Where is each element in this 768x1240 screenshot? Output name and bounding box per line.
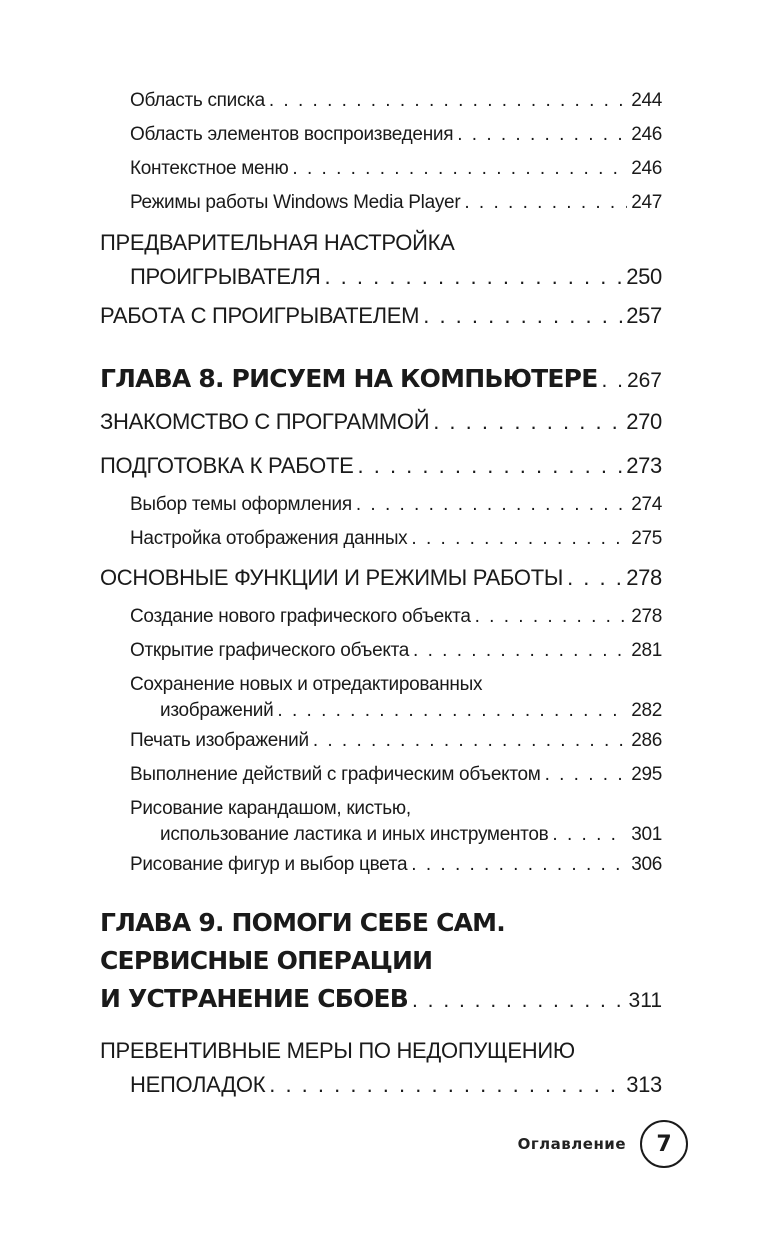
toc-entry-page: 301 (631, 824, 662, 845)
toc-entry-title: РАБОТА С ПРОИГРЫВАТЕЛЕМ (100, 303, 420, 328)
toc-entry-title: ОСНОВНЫЕ ФУНКЦИИ И РЕЖИМЫ РАБОТЫ (100, 565, 564, 590)
toc-entry-title: Печать изображений (130, 730, 309, 751)
toc-entry[interactable] (100, 668, 662, 724)
toc-chapter-title-line2: СЕРВИСНЫЕ ОПЕРАЦИИ (100, 946, 433, 975)
toc-entry-page: 278 (626, 565, 662, 590)
toc-entry-title-line1: Сохранение новых и отредактированных (130, 674, 483, 695)
dot-leader (567, 556, 622, 600)
toc-entry[interactable] (100, 400, 662, 444)
toc-entry-title-line2: изображений (160, 700, 274, 721)
toc-entry-title: Настройка отображения данных (130, 528, 408, 549)
toc-entry-page: 275 (631, 528, 662, 549)
toc-entry-page: 295 (631, 764, 662, 785)
dot-leader (411, 848, 627, 882)
toc-entry-page: 270 (626, 409, 662, 434)
toc-entry-title: ПОДГОТОВКА К РАБОТЕ (100, 453, 354, 478)
toc-entry[interactable] (100, 186, 662, 220)
toc-entry-title: Область списка (130, 90, 265, 111)
toc-chapter[interactable] (100, 904, 662, 1020)
toc-entry[interactable] (100, 758, 662, 792)
toc-entry-page: 286 (631, 730, 662, 751)
toc-entry-page: 250 (626, 264, 662, 289)
toc-entry-page: 246 (631, 124, 662, 145)
toc-entry[interactable] (100, 84, 662, 118)
dot-leader (277, 698, 627, 724)
dot-leader (475, 600, 628, 634)
toc-entry-page: 244 (631, 90, 662, 111)
dot-leader (464, 186, 627, 220)
toc-entry-title: Режимы работы Windows Media Player (130, 192, 461, 213)
toc-entry-page: 273 (626, 453, 662, 478)
toc-entry[interactable] (100, 600, 662, 634)
toc-entry[interactable] (100, 522, 662, 556)
toc-entry-page: 267 (626, 369, 662, 392)
dot-leader (324, 260, 622, 294)
toc-entry[interactable] (100, 294, 662, 338)
toc-entry-page: 274 (631, 494, 662, 515)
toc-entry-title: Контекстное меню (130, 158, 289, 179)
dot-leader (413, 634, 627, 668)
dot-leader (411, 522, 627, 556)
dot-leader (601, 362, 622, 400)
dot-leader (313, 724, 627, 758)
toc-entry-title: Создание нового графического объекта (130, 606, 471, 627)
toc-entry[interactable] (100, 724, 662, 758)
dot-leader (457, 118, 627, 152)
toc-entry-page: 247 (631, 192, 662, 213)
dot-leader (358, 444, 623, 488)
dot-leader (269, 1068, 622, 1102)
dot-leader (356, 488, 627, 522)
dot-leader (423, 294, 622, 338)
toc-entry[interactable] (100, 152, 662, 186)
dot-leader (269, 84, 627, 118)
dot-leader (292, 152, 627, 186)
toc-entry[interactable] (100, 634, 662, 668)
toc-entry-title: ЗНАКОМСТВО С ПРОГРАММОЙ (100, 409, 430, 434)
toc-entry-title: Область элементов воспроизведения (130, 124, 454, 145)
dot-leader (433, 400, 622, 444)
toc-entry-title-line2: НЕПОЛАДОК (130, 1072, 266, 1097)
toc-entry-title: Выполнение действий с графическим объектом (130, 764, 541, 785)
toc-chapter-title: ГЛАВА 8. РИСУЕМ НА КОМПЬЮТЕРЕ (100, 364, 598, 393)
toc-entry-title: Выбор темы оформления (130, 494, 352, 515)
toc-entry[interactable] (100, 792, 662, 848)
toc-entry-page: 281 (631, 640, 662, 661)
table-of-contents (100, 84, 662, 1102)
toc-entry-page: 282 (631, 700, 662, 721)
running-footer-label: Оглавление (517, 1135, 626, 1153)
toc-entry-title: Открытие графического объекта (130, 640, 410, 661)
page-footer (518, 1120, 688, 1168)
toc-entry-page: 278 (631, 606, 662, 627)
toc-entry[interactable] (100, 848, 662, 882)
toc-entry-page: 257 (626, 303, 662, 328)
page-number-badge: 7 (640, 1120, 688, 1168)
dot-leader (412, 982, 625, 1020)
toc-entry-page: 306 (631, 854, 662, 875)
toc-entry[interactable] (100, 556, 662, 600)
toc-entry-title-line2: ПРОИГРЫВАТЕЛЯ (130, 264, 321, 289)
toc-chapter-title-line3: И УСТРАНЕНИЕ СБОЕВ (100, 984, 408, 1013)
toc-entry-title: Рисование фигур и выбор цвета (130, 854, 408, 875)
toc-entry-page: 311 (628, 989, 662, 1012)
toc-entry[interactable] (100, 444, 662, 488)
toc-entry-page: 246 (631, 158, 662, 179)
toc-entry-title-line1: ПРЕДВАРИТЕЛЬНАЯ НАСТРОЙКА (100, 230, 455, 255)
dot-leader (545, 758, 628, 792)
toc-entry-title-line1: Рисование карандашом, кистью, (130, 798, 411, 819)
toc-entry[interactable] (100, 488, 662, 522)
dot-leader (552, 822, 627, 848)
toc-entry[interactable] (100, 226, 662, 294)
toc-chapter-title-line1: ГЛАВА 9. ПОМОГИ СЕБЕ САМ. (100, 908, 505, 937)
toc-entry[interactable] (100, 1034, 662, 1102)
toc-entry[interactable] (100, 118, 662, 152)
toc-entry-page: 313 (626, 1072, 662, 1097)
toc-entry-title-line2: использование ластика и иных инструментов (160, 824, 549, 845)
toc-chapter[interactable] (100, 360, 662, 400)
toc-entry-title-line1: ПРЕВЕНТИВНЫЕ МЕРЫ ПО НЕДОПУЩЕНИЮ (100, 1038, 575, 1063)
